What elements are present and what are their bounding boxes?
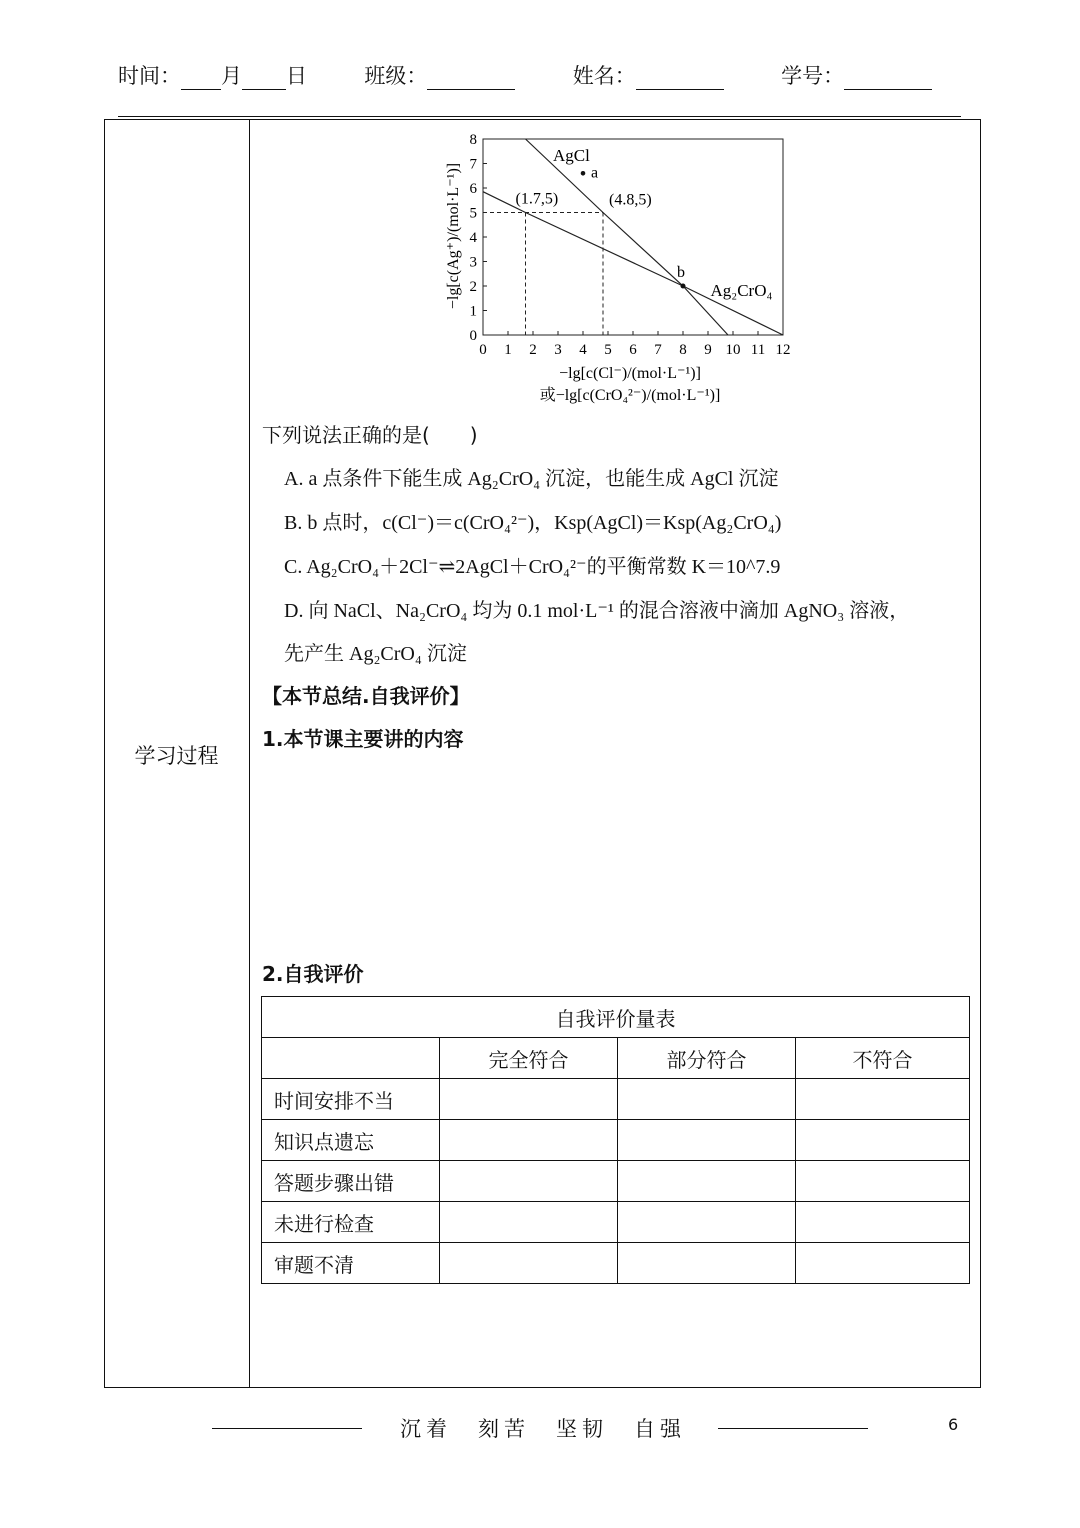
summary-item-1: 1.本节课主要讲的内容: [262, 727, 464, 751]
x-tick-label: 10: [725, 342, 741, 358]
eval-cell[interactable]: [440, 1202, 618, 1243]
eval-cell[interactable]: [618, 1202, 796, 1243]
row-label: 审题不清: [262, 1243, 440, 1284]
series-line-1: [483, 192, 783, 335]
y-tick-label: 6: [469, 181, 477, 197]
x-tick-label: 6: [629, 342, 637, 358]
y-tick-label: 8: [469, 132, 477, 148]
x-tick-label: 0: [479, 342, 487, 358]
row-label: 知识点遗忘: [262, 1120, 440, 1161]
ksp-chart: [430, 126, 800, 411]
eval-cell[interactable]: [618, 1243, 796, 1284]
footer-motto: 沉着 刻苦 坚韧 自强: [400, 1417, 686, 1441]
table-row: [262, 1120, 970, 1161]
header-fields: [118, 60, 932, 90]
page-number: 6: [948, 1415, 959, 1434]
eval-cell[interactable]: [440, 1243, 618, 1284]
y-tick-label: 7: [469, 156, 477, 173]
day-label: 日: [286, 64, 307, 88]
ag2cro4-series-label: Ag₂CrO₄: [710, 280, 773, 300]
eval-cell[interactable]: [796, 1243, 970, 1284]
row-label: 时间安排不当: [262, 1079, 440, 1120]
eval-cell[interactable]: [618, 1120, 796, 1161]
id-blank[interactable]: [844, 71, 932, 90]
x-tick-label: 1: [504, 342, 512, 358]
summary-item-2: 2.自我评价: [262, 962, 364, 986]
y-tick-label: 4: [469, 230, 477, 246]
x-tick-label: 2: [529, 342, 537, 358]
point-a-label: a: [591, 164, 599, 182]
x-axis-label-2: 或−lg[c(CrO₄²⁻)/(mol·L⁻¹)]: [539, 387, 721, 404]
x-tick-label: 11: [750, 342, 766, 358]
table-row: [262, 1202, 970, 1243]
y-tick-label: 3: [469, 254, 477, 271]
x-tick-label: 4: [579, 342, 587, 358]
table-row: [262, 1243, 970, 1284]
row-label: 答题步骤出错: [262, 1161, 440, 1202]
class-blank[interactable]: [427, 71, 515, 90]
x-tick-label: 12: [775, 342, 791, 358]
series-line-0: [526, 139, 729, 335]
x-tick-label: 5: [604, 342, 612, 358]
column-divider: [249, 119, 250, 1388]
left-column-title: 学习过程: [134, 744, 219, 768]
x-tick-label: 8: [679, 342, 687, 358]
eval-cell[interactable]: [796, 1079, 970, 1120]
x-axis-label: −lg[c(Cl⁻)/(mol·L⁻¹)]: [559, 365, 701, 382]
day-blank[interactable]: [242, 71, 286, 90]
plot-frame: [483, 139, 783, 335]
y-tick-label: 0: [469, 328, 477, 344]
option-a: A. a 点条件下能生成 Ag₂CrO₄ 沉淀，也能生成 AgCl 沉淀: [284, 468, 779, 490]
option-d-line2: 先产生 Ag₂CrO₄ 沉淀: [284, 643, 467, 665]
table-row: [262, 1161, 970, 1202]
point-b: [681, 284, 686, 289]
question-stem: 下列说法正确的是( ): [262, 423, 478, 447]
eval-cell[interactable]: [440, 1120, 618, 1161]
x-tick-label: 7: [654, 342, 662, 358]
footer-line-right: [718, 1428, 868, 1429]
x-tick-label: 3: [554, 342, 562, 358]
y-tick-label: 2: [469, 279, 477, 295]
point-a: [581, 171, 586, 176]
coord-label-1: (1.7,5): [515, 190, 559, 208]
id-label: 学号：: [781, 64, 845, 88]
eval-cell[interactable]: [796, 1161, 970, 1202]
month-blank[interactable]: [181, 71, 221, 90]
header-rule: [118, 116, 961, 117]
point-b-label: b: [677, 264, 685, 281]
eval-cell[interactable]: [440, 1161, 618, 1202]
summary-heading: 【本节总结.自我评价】: [262, 684, 470, 708]
name-blank[interactable]: [636, 71, 724, 90]
agcl-series-label: AgCl: [553, 146, 590, 166]
option-c: C. Ag₂CrO₄＋2Cl⁻⇌2AgCl＋CrO₄²⁻的平衡常数 K＝10^7.9: [284, 556, 781, 578]
y-tick-label: 1: [469, 303, 477, 320]
eval-cell[interactable]: [440, 1079, 618, 1120]
class-label: 班级：: [364, 64, 428, 88]
row-label: 未进行检查: [262, 1202, 440, 1243]
eval-cell[interactable]: [618, 1161, 796, 1202]
y-tick-label: 5: [469, 205, 477, 222]
y-axis-label: −lg[c(Ag⁺)/(mol·L⁻¹)]: [445, 162, 462, 310]
eval-cell[interactable]: [796, 1202, 970, 1243]
coord-label-2: (4.8,5): [609, 191, 652, 209]
self-eval-table: [261, 996, 970, 1284]
month-label: 月: [221, 64, 242, 88]
option-b: B. b 点时，c(Cl⁻)＝c(CrO₄²⁻)，Ksp(AgCl)＝Ksp(Ag₂CrO₄): [284, 512, 782, 534]
time-label: 时间：: [118, 64, 181, 88]
header-cell: 完全符合: [440, 1038, 618, 1079]
header-cell: 部分符合: [618, 1038, 796, 1079]
option-d-line1: D. 向 NaCl、Na₂CrO₄ 均为 0.1 mol·L⁻¹ 的混合溶液中滴加 AgNO₃ 溶液，: [284, 600, 910, 622]
table-header-row: [262, 1038, 970, 1079]
x-tick-label: 9: [704, 342, 712, 358]
footer-line-left: [212, 1428, 362, 1429]
name-label: 姓名：: [572, 64, 636, 88]
eval-cell[interactable]: [796, 1120, 970, 1161]
header-cell: [262, 1038, 440, 1079]
eval-cell[interactable]: [618, 1079, 796, 1120]
table-row: [262, 1079, 970, 1120]
table-title: 自我评价量表: [262, 997, 970, 1038]
header-cell: 不符合: [796, 1038, 970, 1079]
